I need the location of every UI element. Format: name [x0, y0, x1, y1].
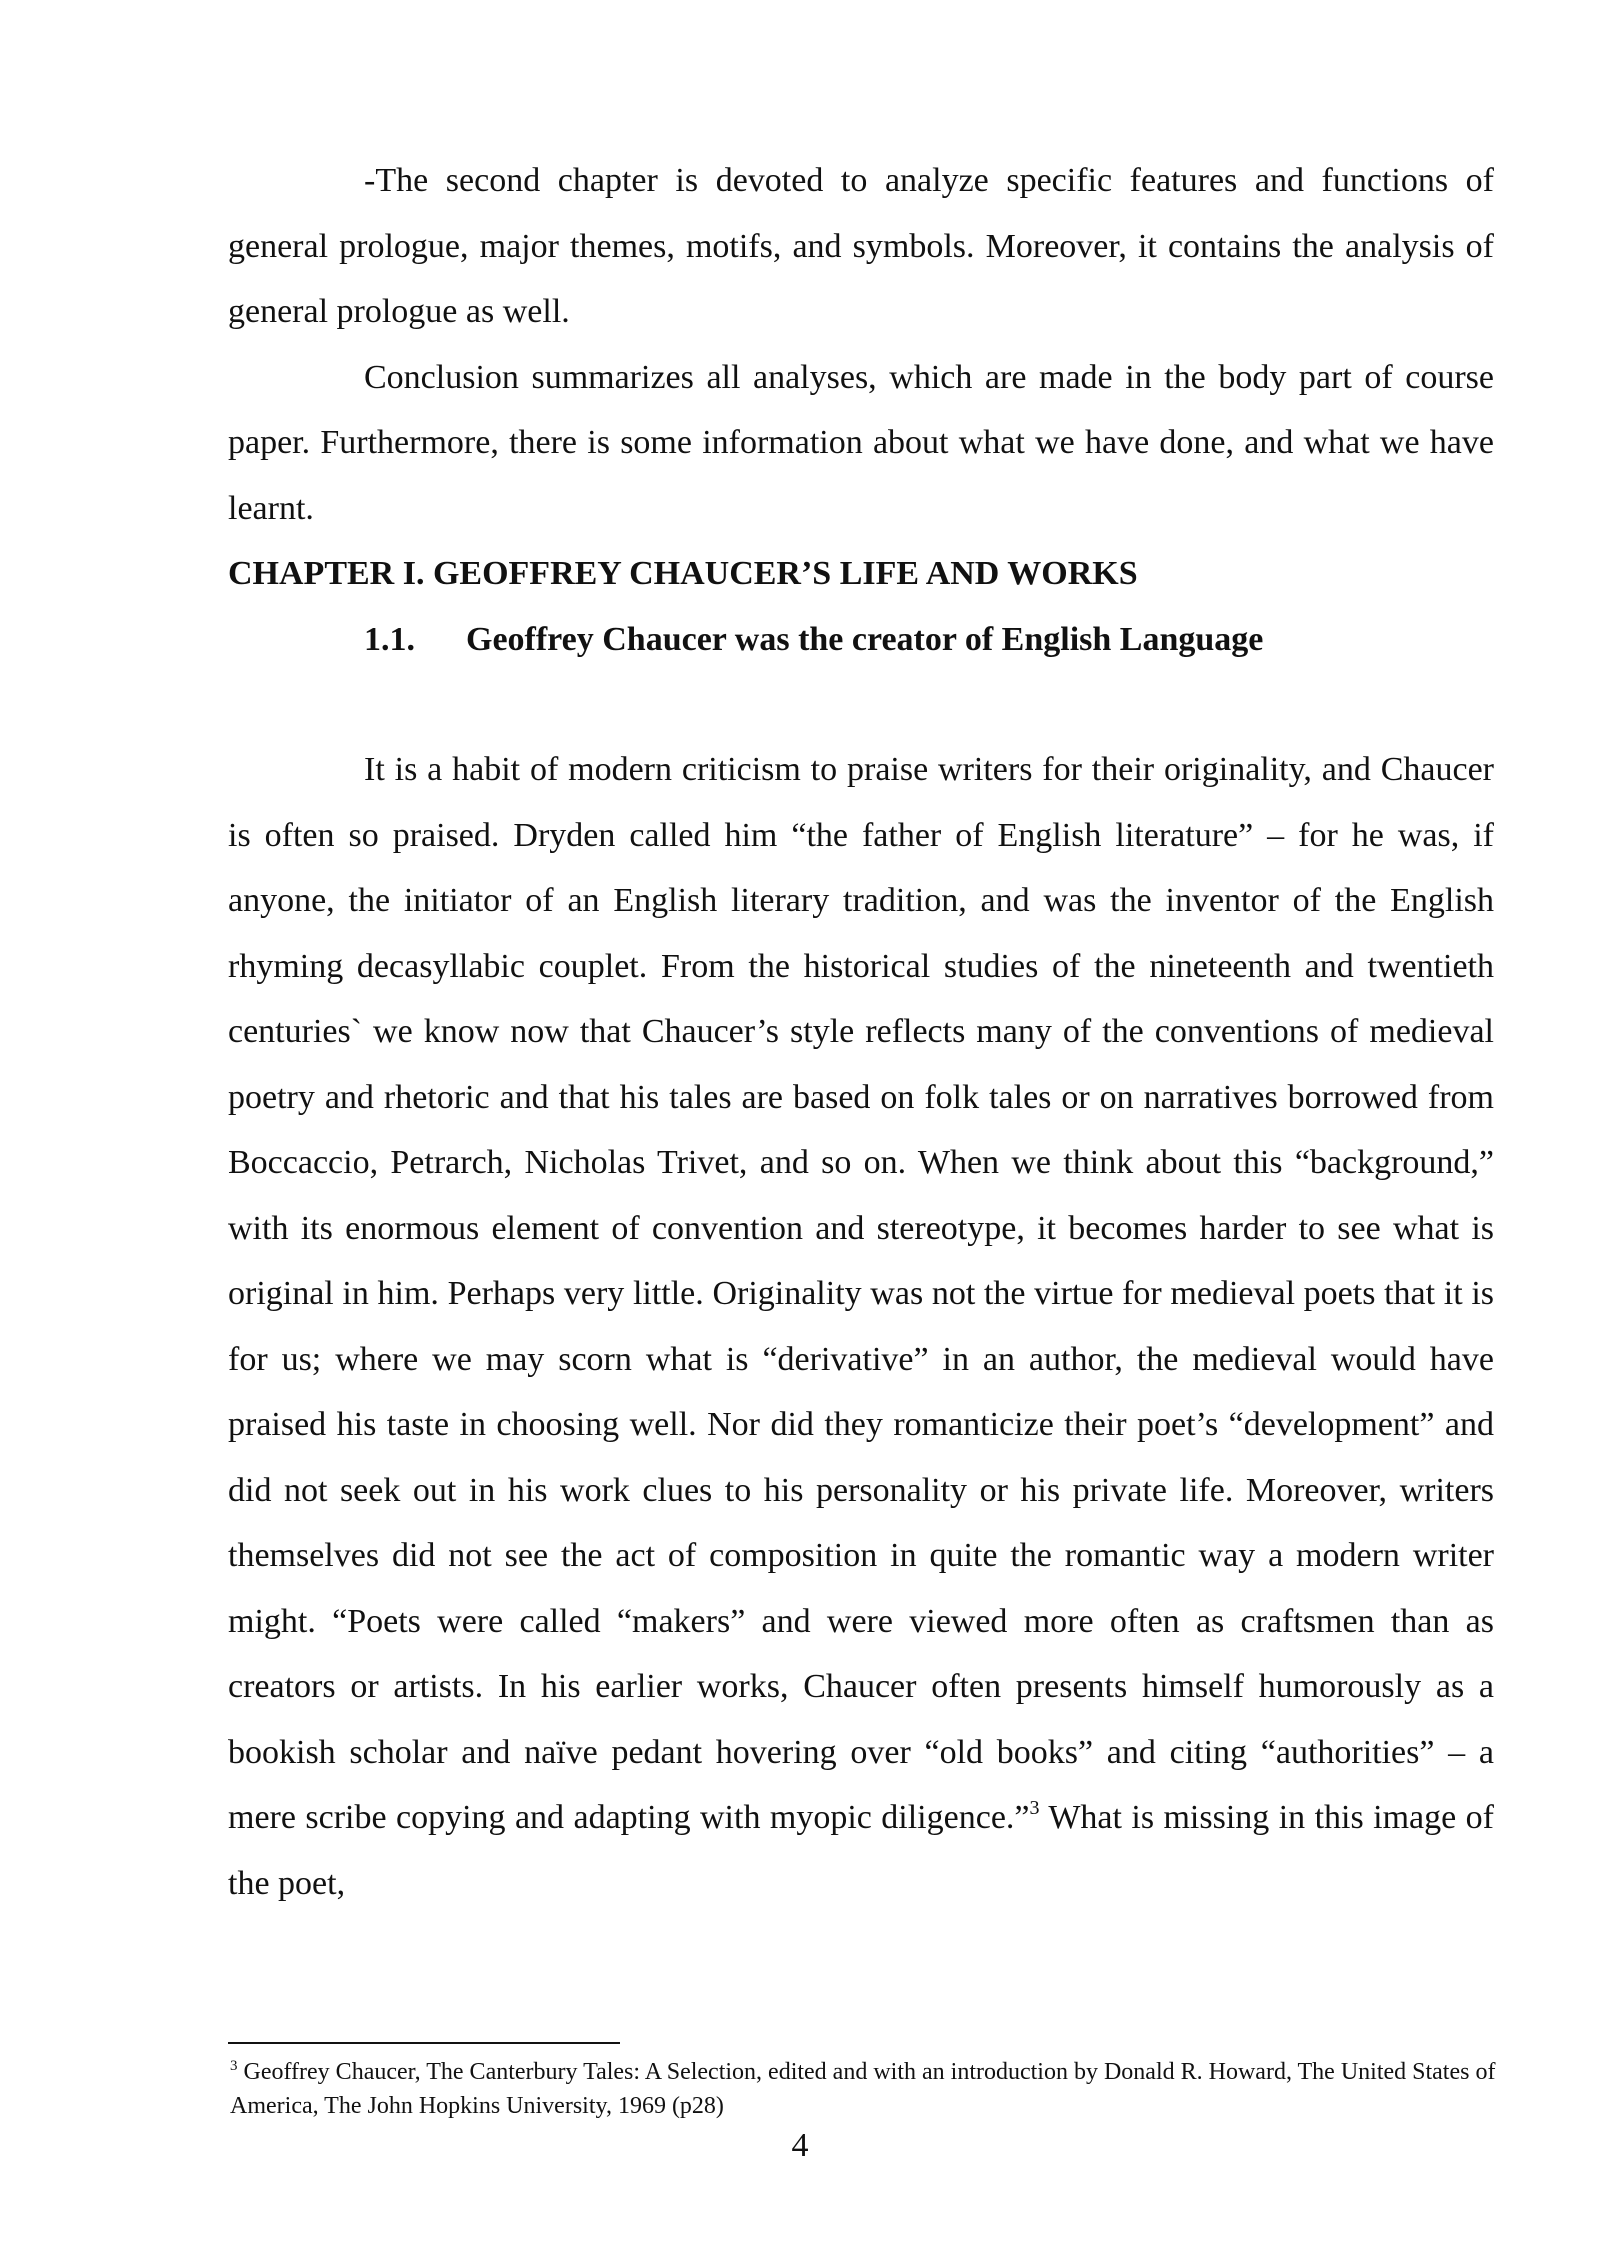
footnote-reference[interactable]: 3	[1029, 1797, 1040, 1819]
footnote	[230, 2055, 1500, 2123]
page-body	[228, 148, 1494, 1916]
footnote-text: Geoffrey Chaucer, The Canterbury Tales: A Selection, edited and with an introduction by Donald R. Howard, The United States of America, The John Hopkins University, 1969 (p28)	[230, 2059, 1496, 2119]
body-paragraph-text: It is a habit of modern criticism to praise writers for their originality, and Chaucer is often so praised. Dryden called him “the father of English literature” – for he was, if anyone, the initiator of an English literary tradition, and was the inventor of the English rhyming decasyllabic couplet. From the historical studies of the nineteenth and twentieth centuries` we know now that Chaucer’s style reflects many of the conventions of medieval poetry and rhetoric and that his tales are based on folk tales or on narratives borrowed from Boccaccio, Petrarch, Nicholas Trivet, and so on. When we think about this “background,” with its enormous element of convention and stereotype, it becomes harder to see what is original in him. Perhaps very little. Originality was not the virtue for medieval poets that it is for us; where we may scorn what is “derivative” in an author, the medieval would have praised his taste in choosing well. Nor did they romanticize their poet’s “development” and did not seek out in his work clues to his personality or his private life. Moreover, writers themselves did not see the act of composition in quite the romantic way a modern writer might. “Poets were called “makers” and were viewed more often as craftsmen than as creators or artists. In his earlier works, Chaucer often presents himself humorously as a bookish scholar and naïve pedant hovering over “old books” and citing “authorities” – a mere scribe copying and adapting with myopic diligence.”	[228, 751, 1494, 1836]
intro-paragraph-conclusion: Conclusion summarizes all analyses, which are made in the body part of course paper. Furthermore, there is some information about what we have done, and what we have learnt.	[228, 358, 1494, 527]
chapter-heading: CHAPTER I. GEOFFREY CHAUCER’S LIFE AND WORKS	[228, 555, 1138, 592]
page-number: 4	[791, 2127, 809, 2164]
footnote-divider	[228, 2042, 620, 2044]
intro-paragraph-chapter-two: -The second chapter is devoted to analyze specific features and functions of general prologue, major themes, motifs, and symbols. Moreover, it contains the analysis of general prologue as well.	[228, 162, 1494, 330]
section-title: Geoffrey Chaucer was the creator of English Language	[466, 620, 1264, 658]
body-paragraph	[228, 737, 1494, 1916]
section-number: 1.1.	[364, 620, 415, 658]
section-heading	[228, 607, 1494, 673]
body-paragraph-tail: What is missing in this image of the poet,	[228, 1799, 1494, 1902]
footnote-marker: 3	[230, 2058, 238, 2074]
